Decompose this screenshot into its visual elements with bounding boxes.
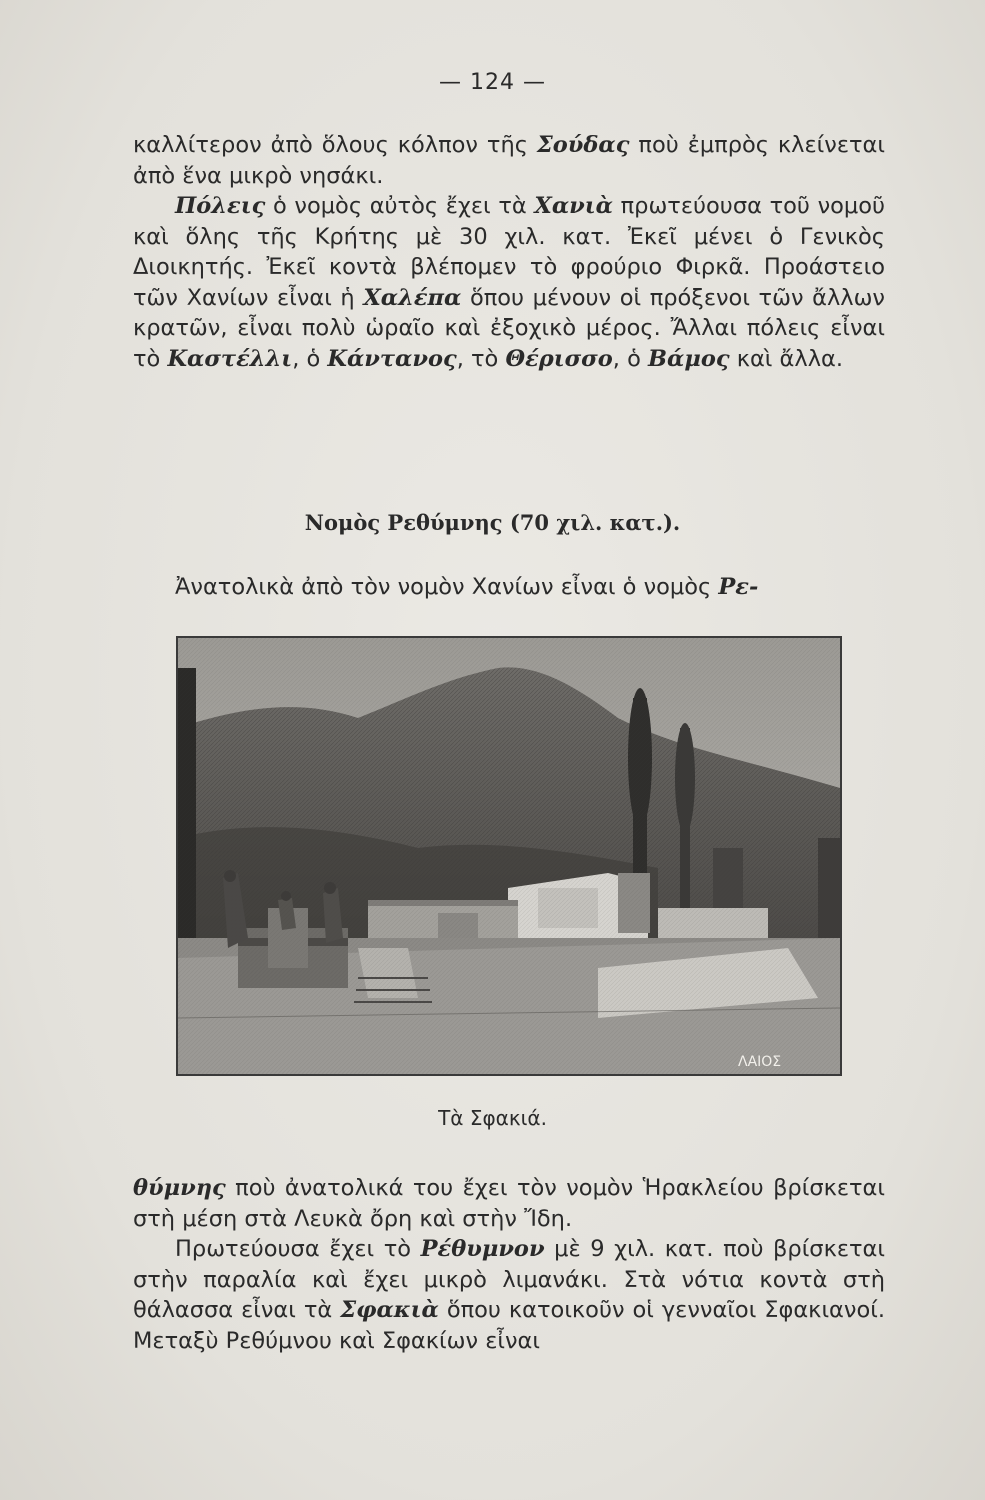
place-name: Ρε- [718, 574, 759, 600]
text-run: καλλίτερον ἀπὸ ὅλους κόλπον τῆς [133, 132, 537, 158]
text-run: , ὁ [612, 345, 649, 372]
text-run: ὅπου κατοικοῦν οἱ γενναῖοι Σφακιανοί. Μεταξὺ Ρεθύμνου καὶ Σφακίων εἶναι [133, 1297, 885, 1354]
section-intro-block [133, 572, 885, 603]
place-name: Κάντανος [327, 345, 457, 372]
text-run: , ὁ [292, 345, 328, 372]
top-text [133, 130, 885, 374]
place-name: Χαλέπα [363, 284, 462, 311]
text-run: καὶ ἄλλα. [729, 345, 844, 372]
place-name: θύμνης [133, 1175, 226, 1201]
place-name: Ρέθυμνον [420, 1236, 545, 1262]
text-run: μὲ 9 χιλ. κατ. ποὺ βρίσκεται στὴν παραλία καὶ ἔχει μικρὸ λιμανάκι. Στὰ νότια κοντὰ στὴ θάλασσα εἶναι τὰ [133, 1236, 885, 1323]
place-name: Χανιὰ [534, 193, 613, 219]
text-run: Πρωτεύουσα ἔχει τὸ [175, 1236, 421, 1262]
paragraph [133, 191, 885, 374]
bottom-text [133, 1173, 885, 1356]
sfakia-illustration [176, 636, 842, 1076]
paragraph [133, 130, 885, 191]
text-run: , τὸ [456, 345, 506, 372]
place-name: Σφακιὰ [340, 1297, 439, 1323]
place-name: Θέρισσο [505, 345, 613, 372]
page-number: — 124 — [439, 70, 546, 95]
text-run: ποὺ ἀνατολικά του ἔχει τὸν νομὸν Ἡρακλείου βρίσκεται στὴ μέση στὰ Λευκὰ ὄρη καὶ στὴν Ἴδη. [133, 1175, 885, 1232]
text-run: Ἀνατολικὰ ἀπὸ τὸν νομὸν Χανίων εἶναι ὁ νομὸς [175, 574, 719, 600]
text-run: ποὺ ἐμπρὸς κλείνεται ἀπὸ ἕνα μικρὸ νησάκι. [133, 132, 885, 189]
text-run: πρωτεύουσα τοῦ νομοῦ καὶ ὅλης τῆς Κρήτης μὲ 30 χιλ. κατ. Ἐκεῖ μένει ὁ Γενικὸς Διοικητής. Ἐκεῖ κοντὰ βλέπομεν τὸ φρούριο Φιρκᾶ. Προάστειο τῶν Χανίων εἶναι ἡ [133, 193, 885, 311]
engraving-image [178, 638, 840, 1074]
paragraph [133, 1173, 885, 1234]
paragraph [133, 572, 885, 603]
place-name: Καστέλλι [167, 345, 293, 372]
text-run: ὁ νομὸς αὐτὸς ἔχει τὰ [265, 193, 535, 219]
illustration-caption: Τὰ Σφακιά. [438, 1106, 547, 1130]
engraver-signature: ΛΑΙΟΣ [738, 1054, 782, 1070]
place-name: Σούδας [536, 132, 630, 158]
place-name: Πόλεις [175, 193, 266, 219]
section-heading: Νομὸς Ρεθύμνης (70 χιλ. κατ.). [304, 510, 681, 535]
paragraph [133, 1234, 885, 1356]
text-run: ὅπου μένουν οἱ πρόξενοι τῶν ἄλλων κρατῶν, εἶναι πολὺ ὡραῖο καὶ ἐξοχικὸ μέρος. Ἄλλαι πόλεις εἶναι τὸ [133, 284, 886, 372]
place-name: Βάμος [648, 345, 730, 372]
